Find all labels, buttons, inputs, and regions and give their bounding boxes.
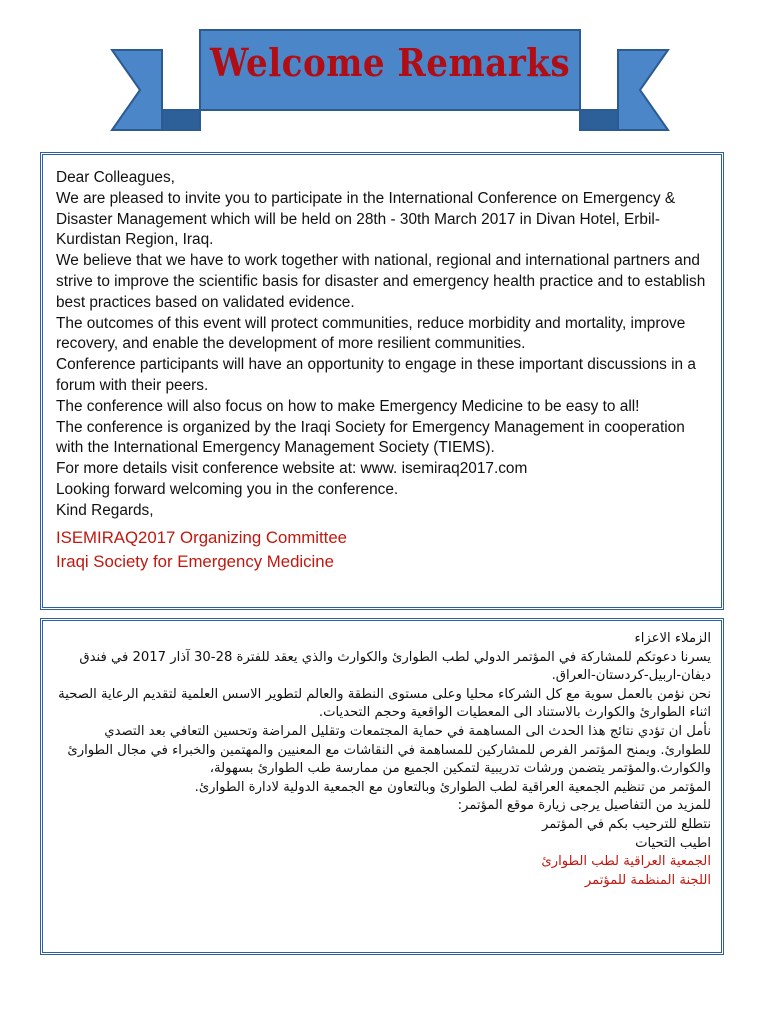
- arabic-paragraph: يسرنا دعوتكم للمشاركة في المؤتمر الدولي لطب الطوارئ والكوارث والذي يعقد للفترة 28-30 آذار 2017 في فندق ديفان-اربيل-كردستان-العراق.: [79, 649, 711, 684]
- arabic-letter-box: [40, 618, 724, 955]
- english-paragraph: Looking forward welcoming you in the conference.: [56, 480, 399, 498]
- english-paragraph: We believe that we have to work together with national, regional and international partners and strive to improve the scientific basis for disaster and emergency health practice and to establish best practices based on validated evidence.: [56, 252, 706, 311]
- welcome-banner: [110, 12, 670, 137]
- arabic-paragraph: نحن نؤمن بالعمل سوية مع كل الشركاء محليا وعلى مستوى النطقة والعالم لتطوير الاسس العلمية لتقديم الرعاية الصحية اثناء الطوارئ والكوارث بالاستناد الى المعطيات الواقعية وحجم التحديات.: [58, 686, 711, 721]
- arabic-greeting: الزملاء الاعزاء: [634, 631, 711, 646]
- arabic-signature-committee: اللجنة المنظمة للمؤتمر: [584, 872, 711, 888]
- arabic-paragraph: للمزيد من التفاصيل يرجى زيارة موقع المؤتمر:: [457, 798, 711, 814]
- arabic-paragraph: نأمل ان تؤدي نتائج هذا الحدث الى المساهمة في حماية المجتمعات وتقليل المراضة وتحسين التعافي بعد التصدي للطوارئ. ويمنح المؤتمر الفرص للمشاركين للمساهمة في النقاشات مع المعنيين والمهتمين والخبراء في مجال الطوارئ والكوارث.والمؤتمر يتضمن ورشات تدريبية لتمكين الجميع من ممارسة طب الطوارئ بسهولة،: [67, 723, 711, 777]
- english-signature-society: Iraqi Society for Emergency Medicine: [56, 551, 334, 571]
- arabic-signature-society: الجمعية العراقية لطب الطوارئ: [541, 854, 711, 870]
- english-paragraph: Conference participants will have an opportunity to engage in these important discussions in a forum with their peers.: [56, 356, 696, 394]
- english-closing: Kind Regards,: [56, 501, 154, 519]
- english-paragraph: The conference is organized by the Iraqi Society for Emergency Management in cooperation with the International Emergency Management Society (TIEMS).: [56, 418, 685, 457]
- arabic-closing: اطيب التحيات: [635, 835, 711, 851]
- english-paragraph: We are pleased to invite you to participate in the International Conference on Emergency & Disaster Management which will be held on 28th - 30th March 2017 in Divan Hotel, Erbil-Kurdistan Region, Iraq.: [56, 189, 676, 249]
- arabic-paragraph: المؤتمر من تنظيم الجمعية العراقية لطب الطوارئ وبالتعاون مع الجمعية الدولية لادارة الطوارئ.: [194, 779, 711, 795]
- arabic-paragraph: نتطلع للترحيب بكم في المؤتمر: [541, 816, 711, 832]
- english-paragraph: The conference will also focus on how to make Emergency Medicine to be easy to all!: [56, 397, 640, 415]
- english-letter-box: [40, 152, 724, 610]
- english-greeting: Dear Colleagues,: [56, 169, 175, 186]
- english-signature-committee: ISEMIRAQ2017 Organizing Committee: [56, 527, 347, 547]
- banner-title: Welcome Remarks: [209, 40, 571, 85]
- english-paragraph: The outcomes of this event will protect communities, reduce morbidity and mortality, improve recovery, and enable the development of more resilient communities.: [56, 314, 686, 353]
- english-website-line: For more details visit conference website at: www. isemiraq2017.com: [56, 460, 528, 478]
